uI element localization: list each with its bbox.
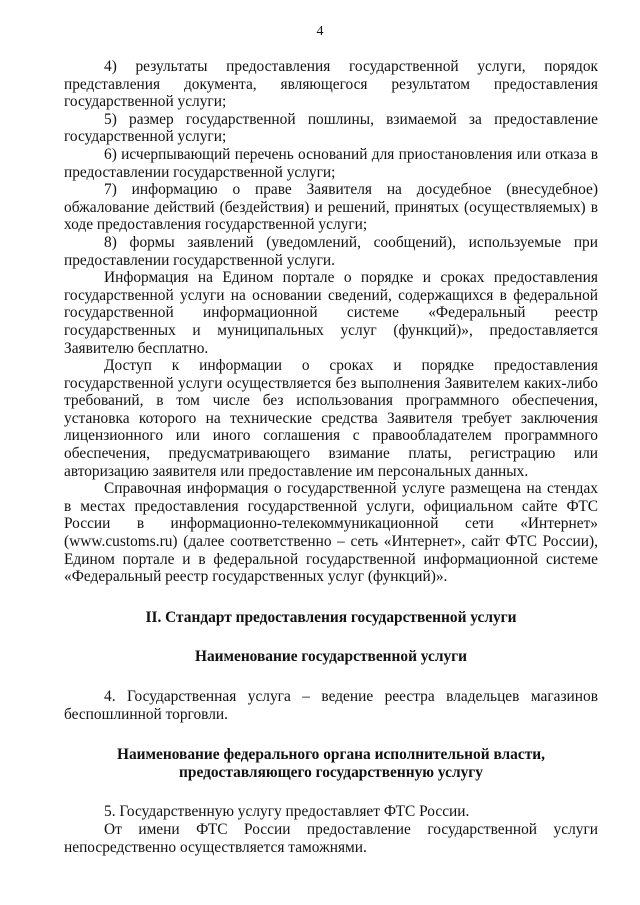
list-item: 8) формы заявлений (уведомлений, сообщений), используемые при предоставлении государственной услуги. bbox=[64, 233, 598, 269]
paragraph: 5. Государственную услугу предоставляет ФТС России. bbox=[104, 803, 470, 821]
subsection-heading: Наименование государственной услуги bbox=[194, 648, 468, 666]
subsection-heading-line: Наименование федерального органа исполнительной власти, bbox=[117, 746, 545, 764]
section-heading: II. Стандарт предоставления государственной услуги bbox=[145, 608, 517, 626]
paragraph: Справочная информация о государственной услуге размещена на стендах в местах предоставления государственной услуги, официальном сайте ФТС России в информационно-телекоммуникационной сети «Интернет» (www.customs.ru) (далее соответственно – сеть «Интернет», сайт ФТС России), Едином портале и в федеральной государственной информационной системе «Федеральный реестр государственных услуг (функций)». bbox=[64, 480, 598, 586]
paragraph: Информация на Едином портале о порядке и сроках предоставления государственной услуги на основании сведений, содержащихся в федеральной государственной информационной системе «Федеральный реестр государственных и муниципальных услуг (функций)», предоставляется Заявителю бесплатно. bbox=[64, 269, 598, 357]
list-item: 5) размер государственной пошлины, взимаемой за предоставление государственной услуги; bbox=[64, 110, 598, 146]
page-number: 4 bbox=[316, 24, 324, 39]
list-item: 4) результаты предоставления государственной услуги, порядок представления документа, являющегося результатом предоставления государственной услуги; bbox=[64, 58, 598, 111]
paragraph: Доступ к информации о сроках и порядке предоставления государственной услуги осуществляется без выполнения Заявителем каких-либо требований, в том числе без использования программного обеспечения, установка которого на технические средства Заявителя требует заключения лицензионного или иного соглашения с правообладателем программного обеспечения, предусматривающего взимание платы, регистрацию или авторизацию заявителя или предоставление им персональных данных. bbox=[64, 357, 598, 480]
list-item: 6) исчерпывающий перечень оснований для приостановления или отказа в предоставлении государственной услуги; bbox=[64, 145, 598, 181]
list-item: 7) информацию о праве Заявителя на досудебное (внесудебное) обжалование действий (бездействия) и решений, принятых (осуществляемых) в ходе предоставления государственной услуги; bbox=[64, 181, 598, 234]
paragraph: 4. Государственная услуга – ведение реестра владельцев магазинов беспошлинной торговли. bbox=[64, 688, 598, 723]
page-content bbox=[64, 58, 598, 856]
paragraph: От имени ФТС России предоставление государственной услуги непосредственно осуществляется таможнями. bbox=[64, 820, 598, 856]
subsection-heading-line: предоставляющего государственную услугу bbox=[179, 763, 483, 781]
